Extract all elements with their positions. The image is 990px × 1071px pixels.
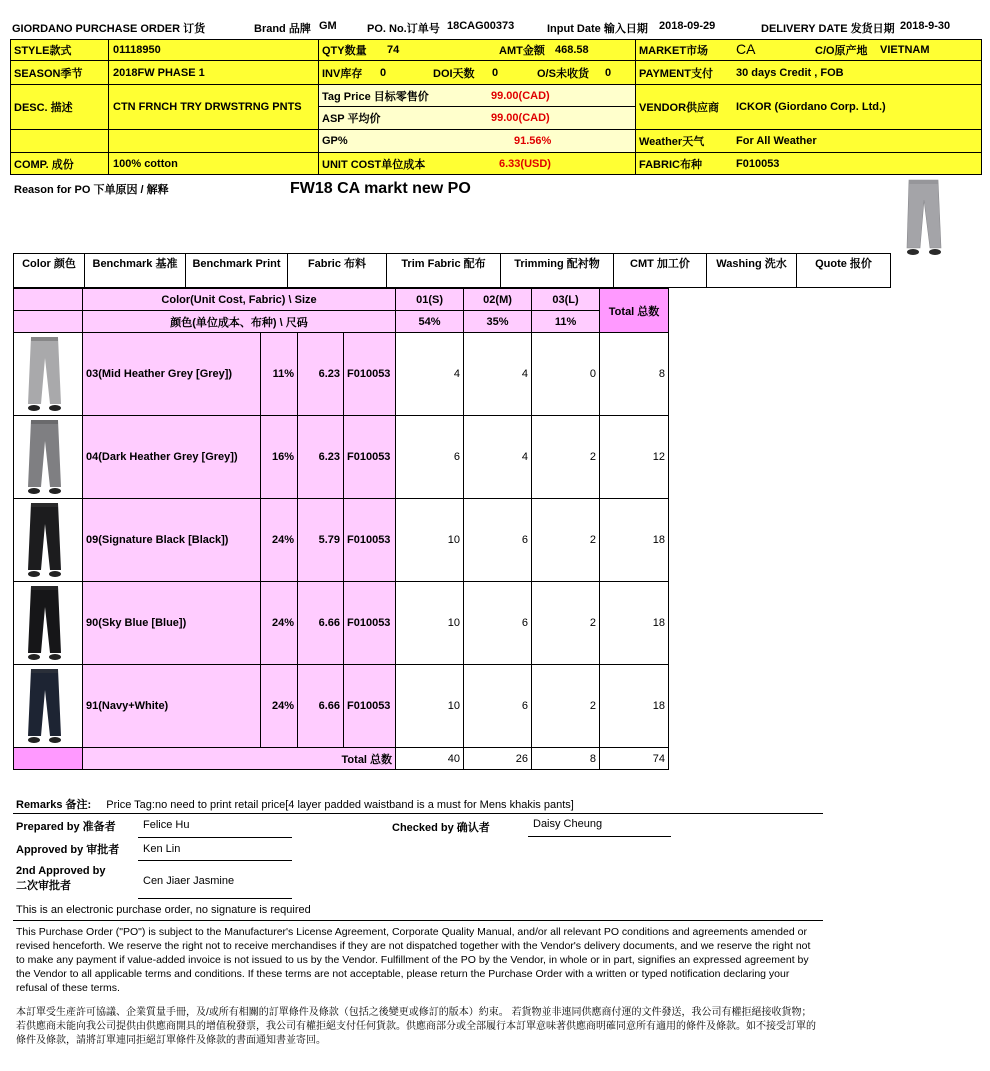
origin-value: VIETNAM bbox=[880, 44, 930, 56]
fabric-label: FABRIC布种 bbox=[639, 158, 702, 171]
row-total: 12 bbox=[600, 416, 669, 499]
table-header-row-2 bbox=[14, 311, 669, 333]
table-row bbox=[14, 499, 669, 582]
benchmark-row bbox=[13, 253, 891, 288]
pants-body bbox=[28, 420, 61, 487]
row-qty-l: 0 bbox=[532, 333, 600, 416]
inv-label: INV库存 bbox=[322, 67, 363, 80]
approved2-value: Cen Jiaer Jasmine bbox=[143, 875, 235, 887]
row-color: 04(Dark Heather Grey [Grey]) bbox=[83, 416, 261, 499]
row-pct: 11% bbox=[261, 333, 298, 416]
row-cost: 6.66 bbox=[298, 582, 344, 665]
row-fabric: F010053 bbox=[344, 665, 396, 748]
po-header bbox=[12, 20, 980, 36]
row-pct: 24% bbox=[261, 582, 298, 665]
total-qty-l: 8 bbox=[532, 748, 600, 770]
row-image-cell bbox=[14, 665, 83, 748]
row-pct: 16% bbox=[261, 416, 298, 499]
shoe bbox=[49, 405, 61, 411]
pants-thumbnail-icon bbox=[14, 583, 76, 664]
size-pct-l: 11% bbox=[532, 311, 600, 333]
prepared-value: Felice Hu bbox=[143, 819, 190, 831]
approved-value: Ken Lin bbox=[143, 843, 181, 855]
shoe bbox=[28, 654, 40, 660]
pants-waistband bbox=[31, 420, 58, 424]
qty-amt-cell bbox=[318, 39, 636, 61]
product-main-image bbox=[894, 178, 952, 260]
pants-body bbox=[28, 669, 61, 736]
gp-value: 91.56% bbox=[514, 135, 552, 147]
total-header: Total 总数 bbox=[600, 289, 669, 333]
unit-cost-cell bbox=[318, 152, 636, 175]
row-total: 18 bbox=[600, 665, 669, 748]
gp-cell bbox=[318, 129, 636, 153]
terms-english: This Purchase Order ("PO") is subject to the Manufacturer's License Agreement, Corporate Quality Manual, and/or all relevant PO conditions and agreements amended or revised henceforth. We reserve the right not to receive merchandises if they are not dispatched together with the Vendor's delivery documents, and we reserve the right not to make any payment if value-added invoice is not issued to us by the Vendor. Fulfillment of the PO by the Vendor, in whole or in part, signifies an expressed agreement by the Vendor to all applicable terms and conditions. If these terms are not acceptable, please return the Purchase Order with a written or typed notification declaring your refusal of these terms. bbox=[16, 926, 811, 994]
row-qty-l: 2 bbox=[532, 582, 600, 665]
table-row bbox=[14, 333, 669, 416]
origin-label: C/O原产地 bbox=[815, 45, 868, 57]
table-row bbox=[14, 582, 669, 665]
po-number-label: PO. No.订单号 bbox=[367, 23, 440, 35]
remarks-text: Price Tag:no need to print retail price[4 layer padded waistband is a must for Mens khakis pants] bbox=[106, 799, 574, 811]
remarks-label: Remarks 备注: bbox=[16, 799, 92, 811]
checked-label: Checked by 确认者 bbox=[392, 822, 490, 834]
comp-value: 100% cotton bbox=[108, 152, 319, 175]
row-fabric: F010053 bbox=[344, 333, 396, 416]
pants-thumbnail-icon bbox=[14, 500, 76, 581]
approved-label: Approved by 审批者 bbox=[16, 844, 120, 856]
po-info-grid bbox=[10, 39, 982, 175]
asp-label: ASP 平均价 bbox=[322, 113, 381, 125]
shoe bbox=[49, 737, 61, 743]
row-qty-s: 4 bbox=[396, 333, 464, 416]
header-image-cell bbox=[14, 289, 83, 311]
market-value: CA bbox=[736, 41, 756, 57]
fabric-cell bbox=[635, 152, 982, 175]
table-row bbox=[14, 665, 669, 748]
row-qty-l: 2 bbox=[532, 416, 600, 499]
prepared-label: Prepared by 准备者 bbox=[16, 821, 116, 833]
pants-waistband bbox=[31, 337, 58, 341]
os-value: 0 bbox=[605, 66, 612, 79]
total-qty-m: 26 bbox=[464, 748, 532, 770]
inventory-cell bbox=[318, 60, 636, 85]
row-qty-s: 10 bbox=[396, 499, 464, 582]
pants-body bbox=[28, 337, 61, 404]
row-fabric: F010053 bbox=[344, 582, 396, 665]
vendor-cell bbox=[635, 84, 982, 130]
asp-value: 99.00(CAD) bbox=[491, 112, 550, 124]
row-color: 09(Signature Black [Black]) bbox=[83, 499, 261, 582]
market-cell bbox=[635, 39, 982, 61]
row-image-cell bbox=[14, 499, 83, 582]
pants-thumbnail-icon bbox=[14, 417, 76, 498]
payment-label: PAYMENT支付 bbox=[639, 67, 713, 80]
tag-price-label: Tag Price 目标零售价 bbox=[322, 90, 429, 103]
row-qty-l: 2 bbox=[532, 499, 600, 582]
qty-value: 74 bbox=[387, 44, 400, 56]
total-qty-s: 40 bbox=[396, 748, 464, 770]
total-row-image-cell bbox=[14, 748, 83, 770]
pants-waistband bbox=[31, 586, 58, 590]
row-cost: 6.23 bbox=[298, 416, 344, 499]
doi-value: 0 bbox=[492, 66, 499, 79]
reason-label: Reason for PO 下单原因 / 解释 bbox=[14, 184, 169, 196]
row-pct: 24% bbox=[261, 499, 298, 582]
pants-body bbox=[28, 503, 61, 570]
bench-color: Color 颜色 bbox=[14, 254, 85, 287]
row-qty-m: 6 bbox=[464, 582, 532, 665]
pants-thumbnail-icon bbox=[14, 334, 76, 415]
style-value: 01118950 bbox=[108, 39, 319, 61]
row-color: 91(Navy+White) bbox=[83, 665, 261, 748]
checked-value: Daisy Cheung bbox=[533, 818, 603, 830]
brand-value: GM bbox=[319, 20, 337, 32]
size-header-m: 02(M) bbox=[464, 289, 532, 311]
pants-waistband bbox=[31, 503, 58, 507]
table-total-row bbox=[14, 748, 669, 770]
comp-label: COMP. 成份 bbox=[10, 152, 109, 175]
electronic-note: This is an electronic purchase order, no signature is required bbox=[16, 904, 311, 916]
divider bbox=[13, 920, 823, 921]
shoe bbox=[28, 571, 40, 577]
fabric-value: F010053 bbox=[736, 157, 780, 170]
unit-cost-value: 6.33(USD) bbox=[499, 157, 551, 170]
remarks bbox=[16, 796, 574, 812]
amt-value: 468.58 bbox=[555, 44, 589, 56]
asp-cell bbox=[318, 106, 636, 130]
row-qty-m: 4 bbox=[464, 333, 532, 416]
shoe bbox=[28, 737, 40, 743]
bench-quote: Quote 报价 bbox=[815, 258, 872, 270]
row-qty-m: 4 bbox=[464, 416, 532, 499]
os-label: O/S未收货 bbox=[537, 67, 589, 80]
header-image-cell-2 bbox=[14, 311, 83, 333]
bench-washing: Washing 洗水 bbox=[707, 254, 797, 287]
order-table bbox=[13, 288, 669, 770]
tag-price-value: 99.00(CAD) bbox=[491, 89, 550, 102]
shoe bbox=[28, 405, 40, 411]
pants-figure-icon bbox=[894, 178, 952, 260]
row-total: 18 bbox=[600, 582, 669, 665]
row-fabric: F010053 bbox=[344, 499, 396, 582]
signature-line bbox=[138, 860, 292, 861]
row-cost: 5.79 bbox=[298, 499, 344, 582]
brand-label: Brand 品牌 bbox=[254, 23, 311, 35]
row-cost: 6.23 bbox=[298, 333, 344, 416]
row-cost: 6.66 bbox=[298, 665, 344, 748]
bench-benchmark-print: Benchmark Print bbox=[186, 254, 288, 287]
table-header-line1: Color(Unit Cost, Fabric) \ Size bbox=[83, 289, 396, 311]
shoe bbox=[49, 654, 61, 660]
size-header-l: 03(L) bbox=[532, 289, 600, 311]
tag-price-cell bbox=[318, 84, 636, 107]
row-qty-l: 2 bbox=[532, 665, 600, 748]
bench-trim-fabric: Trim Fabric 配布 bbox=[387, 254, 501, 287]
row-total: 8 bbox=[600, 333, 669, 416]
terms-chinese: 本訂單受生產許可協議、企業質量手冊，及/或所有相關的訂單條件及條款（包括之後變更或修訂的版本）約束。 若貨物並非連同供應商付運的文件發送，我公司有權拒絕接收貨物；若供應商未能向我公司提供由供應商開具的增值稅發票，我公司有權拒絕支付任何貨款。供應商部分或全部履行本訂單意味著供應商明確同意所有適用的條件及條款。如不接受訂單的條件及條款，請將訂單連同拒絕訂單條件及條款的書面通知書並寄回。 bbox=[16, 1007, 816, 1046]
signature-line bbox=[528, 836, 671, 837]
blank-value-cell bbox=[108, 129, 319, 153]
payment-value: 30 days Credit , FOB bbox=[736, 66, 844, 79]
delivery-date-value: 2018-9-30 bbox=[900, 20, 951, 32]
season-label: SEASON季节 bbox=[10, 60, 109, 85]
inv-value: 0 bbox=[380, 66, 387, 79]
season-value: 2018FW PHASE 1 bbox=[108, 60, 319, 85]
pants-thumbnail-icon bbox=[14, 666, 76, 747]
shoe bbox=[49, 571, 61, 577]
size-pct-s: 54% bbox=[396, 311, 464, 333]
market-label: MARKET市场 bbox=[639, 45, 709, 57]
desc-value: CTN FRNCH TRY DRWSTRNG PNTS bbox=[108, 84, 319, 130]
shoe bbox=[49, 488, 61, 494]
bench-benchmark: Benchmark 基准 bbox=[85, 254, 186, 287]
input-date-label: Input Date 输入日期 bbox=[547, 23, 648, 35]
unit-cost-label: UNIT COST单位成本 bbox=[322, 158, 426, 171]
table-header-row-1 bbox=[14, 289, 669, 311]
vendor-label: VENDOR供应商 bbox=[639, 102, 720, 114]
signature-line bbox=[138, 898, 292, 899]
row-qty-m: 6 bbox=[464, 665, 532, 748]
row-qty-s: 10 bbox=[396, 665, 464, 748]
po-title: GIORDANO PURCHASE ORDER 订货 bbox=[12, 23, 206, 35]
doi-label: DOI天数 bbox=[433, 67, 475, 80]
row-pct: 24% bbox=[261, 665, 298, 748]
amt-label: AMT金额 bbox=[499, 45, 545, 57]
approved2-label-en: 2nd Approved by bbox=[16, 865, 106, 877]
weather-label: Weather天气 bbox=[639, 136, 705, 148]
row-qty-m: 6 bbox=[464, 499, 532, 582]
approved2-label-cn: 二次审批者 bbox=[16, 880, 71, 892]
payment-cell bbox=[635, 60, 982, 85]
row-total: 18 bbox=[600, 499, 669, 582]
vendor-value: ICKOR (Giordano Corp. Ltd.) bbox=[736, 101, 886, 113]
grand-total: 74 bbox=[600, 748, 669, 770]
divider bbox=[13, 813, 823, 814]
pants-body bbox=[28, 586, 61, 653]
gp-label: GP% bbox=[322, 135, 348, 147]
delivery-date-label: DELIVERY DATE 发货日期 bbox=[761, 23, 895, 35]
row-image-cell bbox=[14, 416, 83, 499]
input-date-value: 2018-09-29 bbox=[659, 20, 716, 32]
row-qty-s: 10 bbox=[396, 582, 464, 665]
total-row-label: Total 总数 bbox=[83, 748, 396, 770]
shoe bbox=[28, 488, 40, 494]
row-image-cell bbox=[14, 333, 83, 416]
bench-cmt: CMT 加工价 bbox=[614, 254, 707, 287]
desc-label: DESC. 描述 bbox=[10, 84, 109, 130]
size-pct-m: 35% bbox=[464, 311, 532, 333]
row-fabric: F010053 bbox=[344, 416, 396, 499]
po-number-value: 18CAG00373 bbox=[447, 20, 515, 32]
blank-label-cell bbox=[10, 129, 109, 153]
weather-value: For All Weather bbox=[736, 135, 817, 147]
row-qty-s: 6 bbox=[396, 416, 464, 499]
reason-text: FW18 CA markt new PO bbox=[290, 180, 471, 197]
row-image-cell bbox=[14, 582, 83, 665]
bench-trimming: Trimming 配衬物 bbox=[501, 254, 614, 287]
row-color: 03(Mid Heather Grey [Grey]) bbox=[83, 333, 261, 416]
qty-label: QTY数量 bbox=[322, 45, 367, 57]
bench-fabric: Fabric 布料 bbox=[288, 254, 387, 287]
signature-line bbox=[138, 837, 292, 838]
size-header-s: 01(S) bbox=[396, 289, 464, 311]
weather-cell bbox=[635, 129, 982, 153]
pants-waistband bbox=[31, 669, 58, 673]
style-label: STYLE款式 bbox=[10, 39, 109, 61]
table-row bbox=[14, 416, 669, 499]
row-color: 90(Sky Blue [Blue]) bbox=[83, 582, 261, 665]
table-header-line2: 颜色(单位成本、布种) \ 尺码 bbox=[83, 311, 396, 333]
